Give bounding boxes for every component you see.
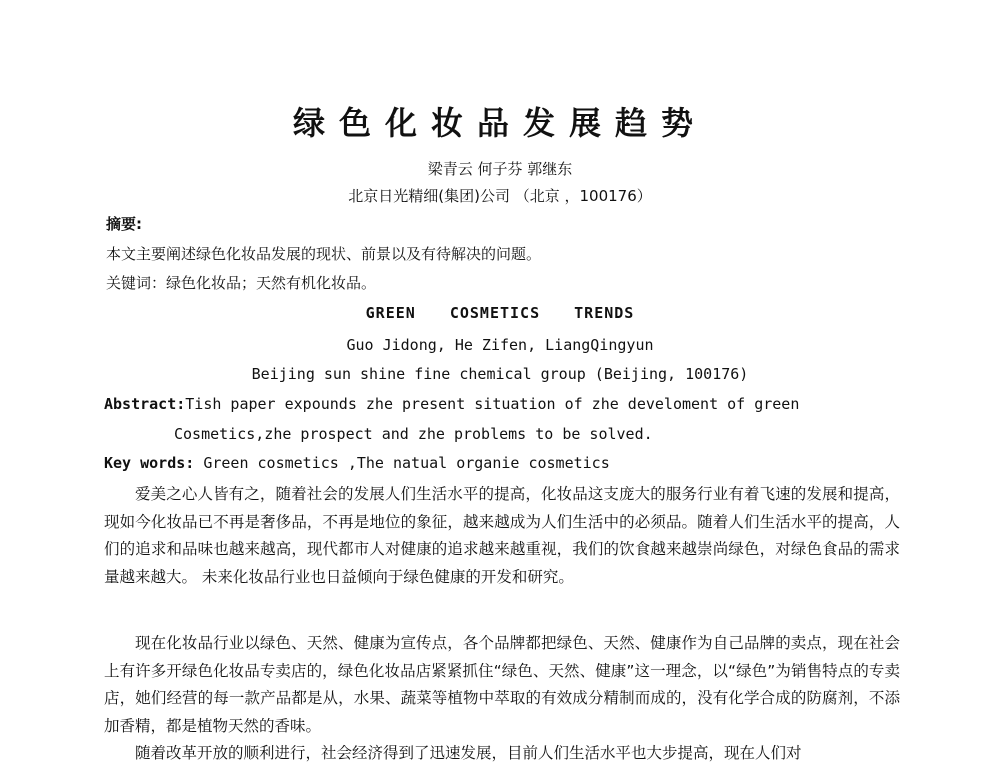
body-paragraph-block-2 xyxy=(104,630,900,768)
affiliation-cn: 北京日光精细(集团)公司 （北京 ，100176） xyxy=(348,187,652,205)
title-en-word: COSMETICS xyxy=(449,304,541,322)
keywords-en-label: Key words: xyxy=(104,454,195,472)
abstract-en-label: Abstract: xyxy=(104,395,186,413)
abstract-cn: 本文主要阐述绿色化妆品发展的现状、前景以及有待解决的问题。 xyxy=(106,245,542,263)
title-en-word: GREEN xyxy=(365,304,416,322)
abstract-en-text-1: Tish paper expounds zhe present situation of zhe develoment of green xyxy=(185,395,800,413)
abstract-en-line-1 xyxy=(104,395,924,413)
title-en-word: TRENDS xyxy=(574,304,635,322)
keywords-en-line xyxy=(104,454,924,472)
authors-en: Guo Jidong, He Zifen, LiangQingyun xyxy=(346,336,654,354)
affiliation-en: Beijing sun shine fine chemical group (Beijing, 100176) xyxy=(251,365,749,383)
title-en xyxy=(0,304,1000,322)
body-paragraph-1: 爱美之心人皆有之，随着社会的发展人们生活水平的提高，化妆品这支庞大的服务行业有着飞速的发展和提高，现如今化妆品已不再是奢侈品，不再是地位的象征，越来越成为人们生活中的必须品。随着人们生活水平的提高，人们的追求和品味也越来越高，现代都市人对健康的追求越来越重视，我们的饮食越来越崇尚绿色，对绿色食品的需求量越来越大。 未来化妆品行业也日益倾向于绿色健康的开发和研究。 xyxy=(104,485,900,586)
authors-cn: 梁青云 何子芬 郭继东 xyxy=(427,160,573,178)
body-paragraph-block xyxy=(104,481,900,591)
body-paragraph-2: 现在化妆品行业以绿色、天然、健康为宣传点，各个品牌都把绿色、天然、健康作为自己品牌的卖点，现在社会上有许多开绿色化妆品专卖店的，绿色化妆品店紧紧抓住“绿色、天然、健康”这一理念，以“绿色”为销售特点的专卖店，她们经营的每一款产品都是从，水果、蔬菜等植物中萃取的有效成分精制而成的，没有化学合成的防腐剂，不添加香精，都是植物天然的香味。 xyxy=(104,634,900,735)
abstract-en-line-2: Cosmetics,zhe prospect and zhe problems to be solved. xyxy=(174,425,653,443)
keywords-en-text: Green cosmetics ,The natual organie cosmetics xyxy=(194,454,610,472)
paper-title: 绿色化妆品发展趋势 xyxy=(292,104,707,142)
body-paragraph-3: 随着改革开放的顺利进行，社会经济得到了迅速发展，目前人们生活水平也大步提高，现在人们对 xyxy=(135,744,802,762)
abstract-label-cn: 摘要: xyxy=(106,215,142,233)
keywords-cn: 关键词：绿色化妆品；天然有机化妆品。 xyxy=(106,274,377,292)
